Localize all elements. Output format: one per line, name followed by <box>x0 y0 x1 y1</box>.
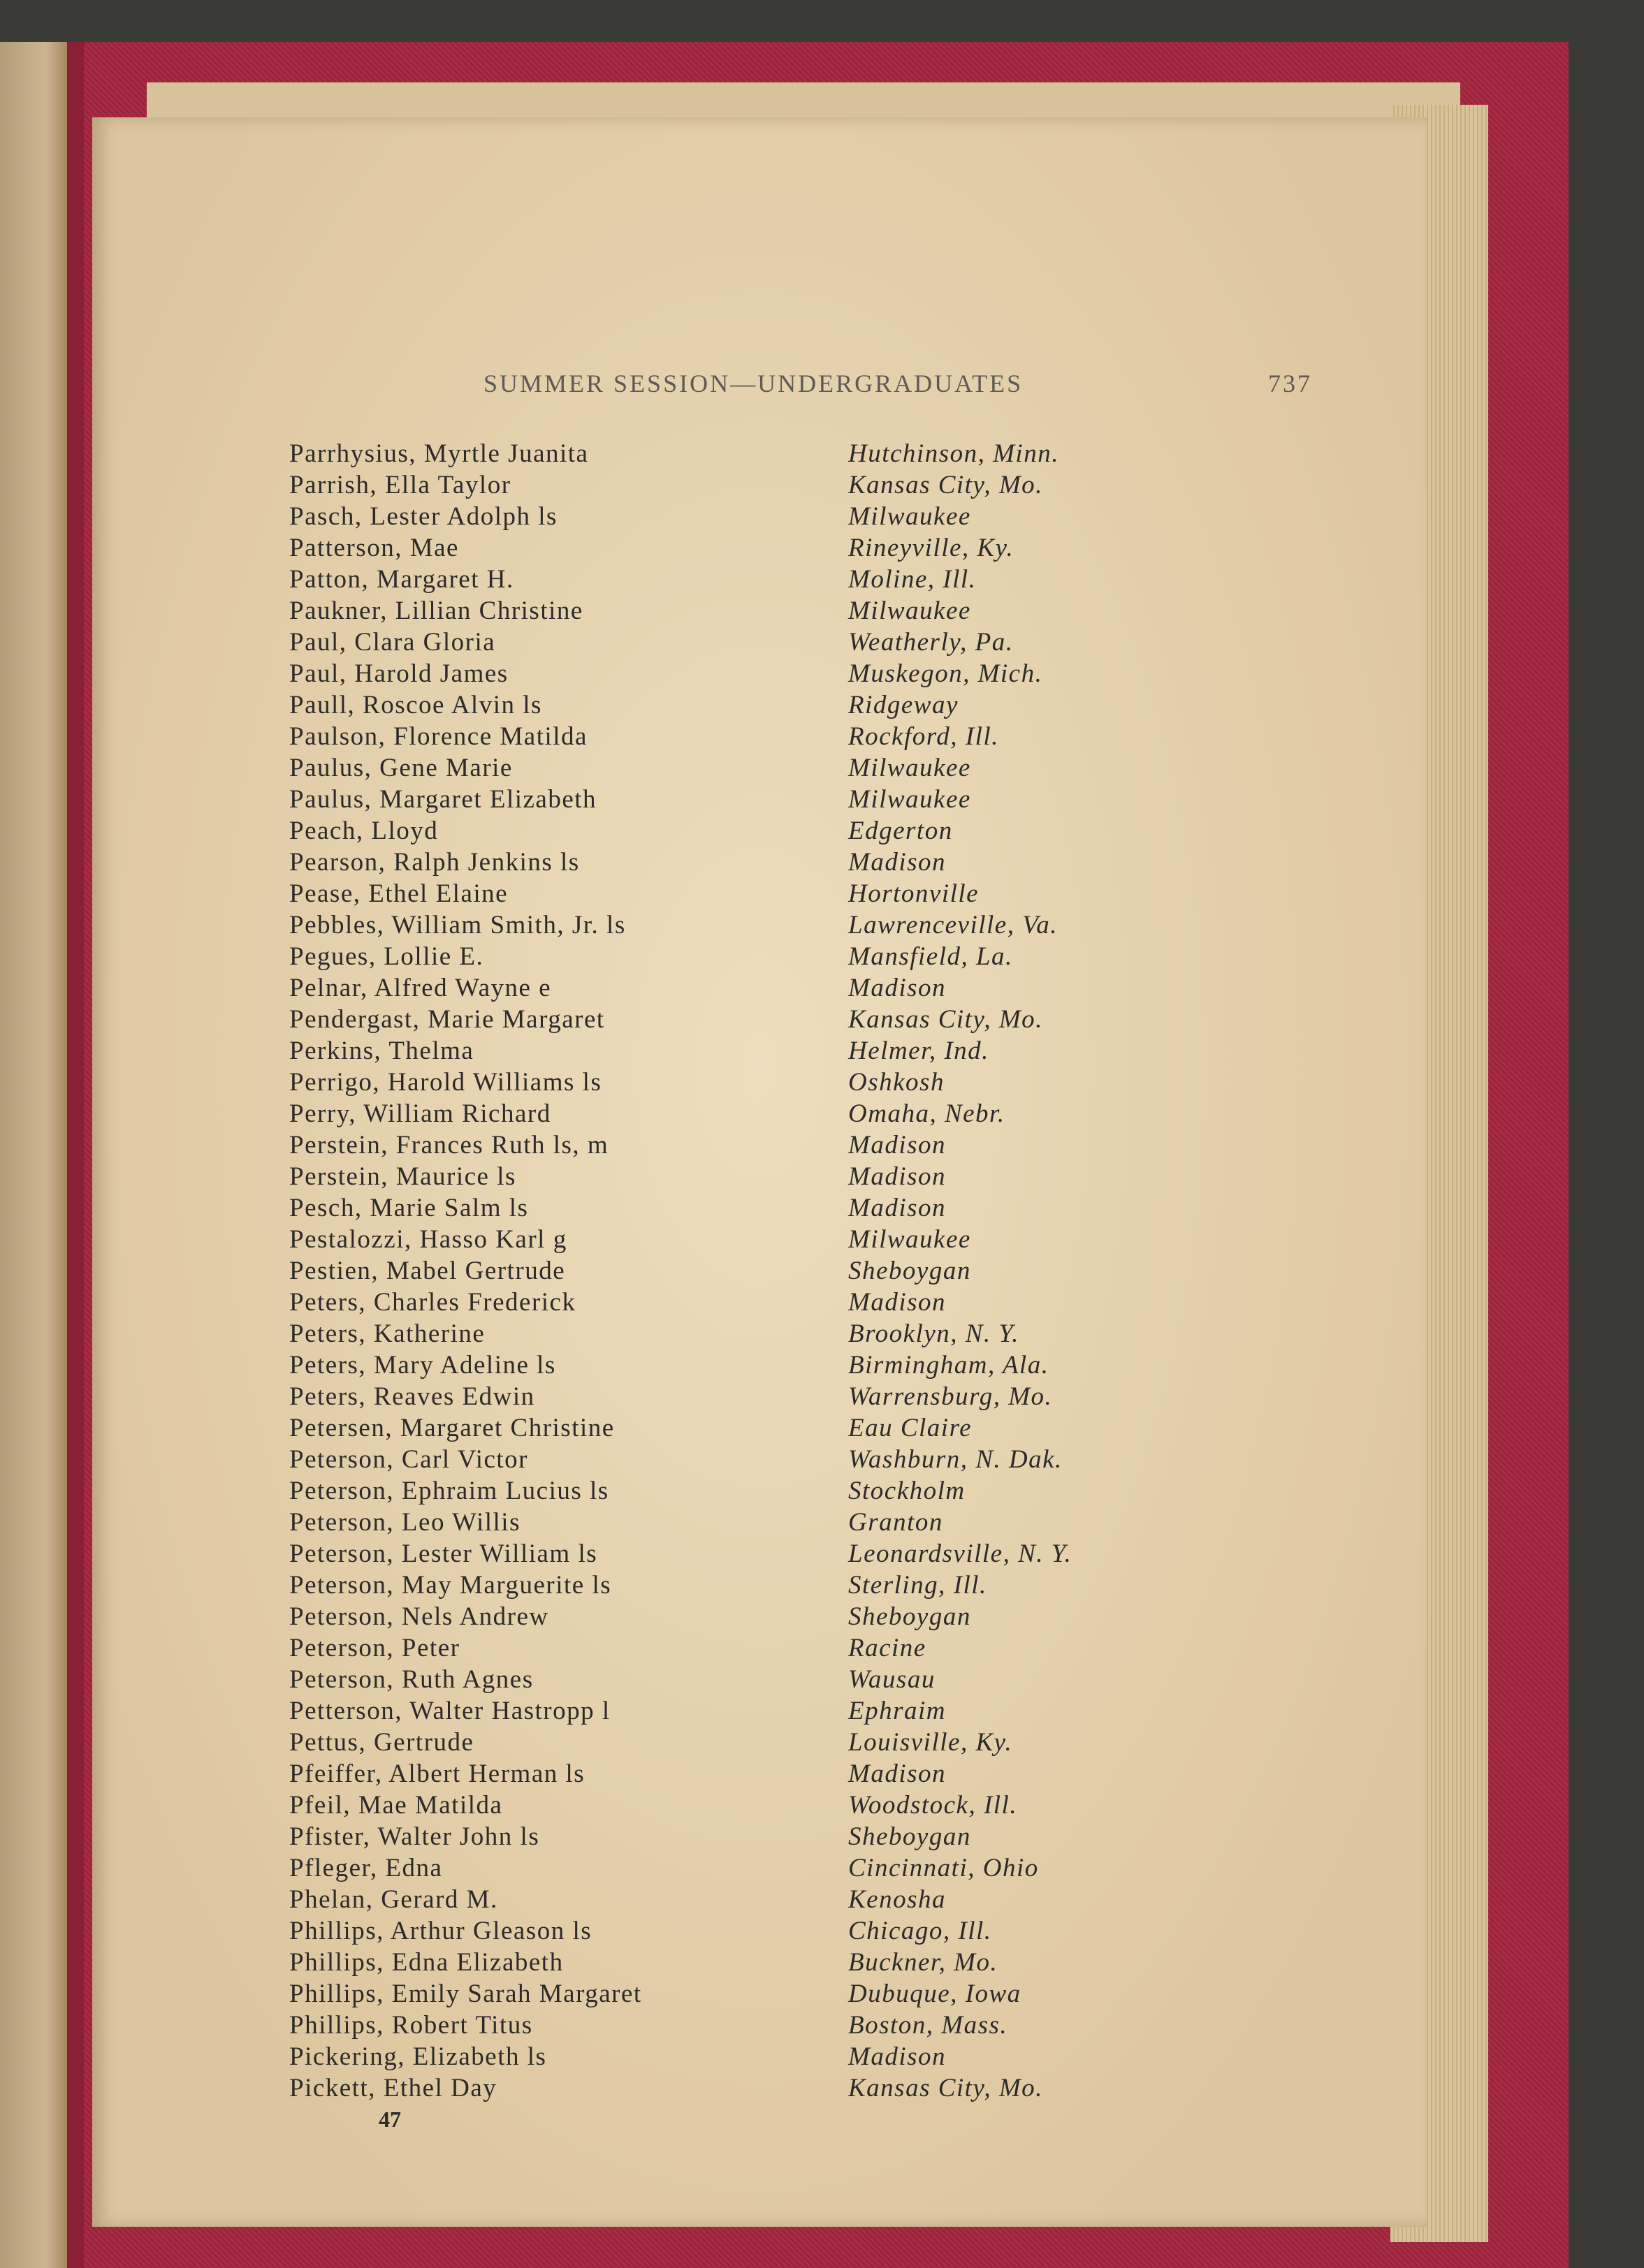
list-item <box>289 1570 1198 1602</box>
list-item <box>289 1193 1198 1224</box>
list-item <box>289 1256 1198 1287</box>
list-item <box>289 1696 1198 1727</box>
student-name: Parrhysius, Myrtle Juanita <box>289 439 589 468</box>
student-hometown: Sterling, Ill. <box>848 1571 987 1600</box>
student-hometown: Sheboygan <box>848 1602 971 1631</box>
student-name: Phelan, Gerard M. <box>289 1885 498 1914</box>
list-item <box>289 1350 1198 1382</box>
student-name: Pestalozzi, Hasso Karl g <box>289 1225 567 1254</box>
list-item <box>289 533 1198 564</box>
list-item <box>289 879 1198 910</box>
student-hometown: Buckner, Mo. <box>848 1948 998 1977</box>
student-name: Phillips, Edna Elizabeth <box>289 1948 564 1977</box>
list-item <box>289 439 1198 470</box>
student-name: Pelnar, Alfred Wayne e <box>289 974 552 1002</box>
student-hometown: Granton <box>848 1508 943 1537</box>
student-hometown: Madison <box>848 1162 946 1191</box>
list-item <box>289 847 1198 879</box>
list-item <box>289 1885 1198 1916</box>
student-hometown: Madison <box>848 1194 946 1222</box>
list-item <box>289 973 1198 1004</box>
student-hometown: Madison <box>848 1131 946 1159</box>
student-name: Pesch, Marie Salm ls <box>289 1194 529 1222</box>
list-item <box>289 1602 1198 1633</box>
student-hometown: Moline, Ill. <box>848 565 977 594</box>
student-hometown: Milwaukee <box>848 754 971 782</box>
list-item <box>289 1382 1198 1413</box>
student-hometown: Hutchinson, Minn. <box>848 439 1059 468</box>
list-item <box>289 1099 1198 1130</box>
student-hometown: Boston, Mass. <box>848 2011 1008 2040</box>
list-item <box>289 564 1198 596</box>
student-name: Pendergast, Marie Margaret <box>289 1005 605 1034</box>
student-name: Pettus, Gertrude <box>289 1728 474 1757</box>
student-hometown: Ridgeway <box>848 691 959 719</box>
list-item <box>289 596 1198 627</box>
list-item <box>289 2010 1198 2042</box>
student-name: Pickering, Elizabeth ls <box>289 2042 547 2071</box>
list-item <box>289 1036 1198 1067</box>
student-hometown: Kansas City, Mo. <box>848 2074 1043 2102</box>
student-name: Pfeil, Mae Matilda <box>289 1791 503 1820</box>
student-name: Phillips, Emily Sarah Margaret <box>289 1980 642 2008</box>
list-item <box>289 1507 1198 1539</box>
student-name: Patton, Margaret H. <box>289 565 514 594</box>
student-name: Petterson, Walter Hastropp l <box>289 1697 611 1725</box>
list-item <box>289 1319 1198 1350</box>
student-hometown: Louisville, Ky. <box>848 1728 1013 1757</box>
list-item <box>289 1665 1198 1696</box>
running-title: SUMMER SESSION—UNDERGRADUATES <box>483 370 1024 397</box>
student-hometown: Brooklyn, N. Y. <box>848 1319 1019 1348</box>
list-item <box>289 942 1198 973</box>
list-item <box>289 1633 1198 1665</box>
student-hometown: Rockford, Ill. <box>848 722 999 751</box>
student-hometown: Ephraim <box>848 1697 946 1725</box>
student-hometown: Wausau <box>848 1665 936 1694</box>
student-name: Pfleger, Edna <box>289 1854 443 1882</box>
student-name: Pfister, Walter John ls <box>289 1822 540 1851</box>
student-name: Perstein, Frances Ruth ls, m <box>289 1131 609 1159</box>
student-hometown: Dubuque, Iowa <box>848 1980 1021 2008</box>
student-name: Peterson, Peter <box>289 1634 460 1662</box>
list-item <box>289 690 1198 722</box>
list-item <box>289 1759 1198 1790</box>
student-name: Pegues, Lollie E. <box>289 942 484 971</box>
student-name: Paul, Harold James <box>289 659 509 688</box>
student-hometown: Helmer, Ind. <box>848 1037 989 1065</box>
list-item <box>289 2042 1198 2073</box>
student-hometown: Chicago, Ill. <box>848 1917 992 1945</box>
list-item <box>289 502 1198 533</box>
list-item <box>289 1224 1198 1256</box>
student-name: Peters, Mary Adeline ls <box>289 1351 556 1380</box>
list-item <box>289 1979 1198 2010</box>
list-item <box>289 816 1198 847</box>
student-name: Perrigo, Harold Williams ls <box>289 1068 602 1097</box>
student-hometown: Woodstock, Ill. <box>848 1791 1018 1820</box>
student-name: Pasch, Lester Adolph ls <box>289 502 558 531</box>
list-item <box>289 1130 1198 1162</box>
student-hometown: Edgerton <box>848 817 953 845</box>
student-hometown: Eau Claire <box>848 1414 973 1442</box>
student-hometown: Muskegon, Mich. <box>848 659 1043 688</box>
student-hometown: Kansas City, Mo. <box>848 471 1043 499</box>
list-item <box>289 1727 1198 1759</box>
student-hometown: Milwaukee <box>848 502 971 531</box>
book-page <box>92 117 1427 2227</box>
student-name: Peterson, Leo Willis <box>289 1508 521 1537</box>
student-name: Peters, Reaves Edwin <box>289 1382 535 1411</box>
student-name: Phillips, Robert Titus <box>289 2011 533 2040</box>
student-hometown: Madison <box>848 974 946 1002</box>
list-item <box>289 1476 1198 1507</box>
student-name: Peterson, Ruth Agnes <box>289 1665 534 1694</box>
student-hometown: Leonardsville, N. Y. <box>848 1539 1072 1568</box>
student-name: Pickett, Ethel Day <box>289 2074 497 2102</box>
list-item <box>289 1287 1198 1319</box>
student-hometown: Milwaukee <box>848 1225 971 1254</box>
student-hometown: Sheboygan <box>848 1822 971 1851</box>
student-hometown: Stockholm <box>848 1477 966 1505</box>
student-name: Peters, Katherine <box>289 1319 486 1348</box>
student-hometown: Lawrenceville, Va. <box>848 911 1058 939</box>
student-name: Peterson, Ephraim Lucius ls <box>289 1477 609 1505</box>
student-name: Patterson, Mae <box>289 534 459 562</box>
student-hometown: Madison <box>848 1288 946 1317</box>
list-item <box>289 784 1198 816</box>
student-name: Paukner, Lillian Christine <box>289 597 583 625</box>
student-name: Paulson, Florence Matilda <box>289 722 588 751</box>
student-hometown: Sheboygan <box>848 1257 971 1285</box>
student-hometown: Omaha, Nebr. <box>848 1099 1005 1128</box>
student-name: Peterson, Lester William ls <box>289 1539 598 1568</box>
student-hometown: Madison <box>848 1759 946 1788</box>
student-name: Petersen, Margaret Christine <box>289 1414 615 1442</box>
list-item <box>289 1790 1198 1822</box>
list-item <box>289 470 1198 502</box>
student-hometown: Kenosha <box>848 1885 946 1914</box>
student-name: Paul, Clara Gloria <box>289 628 496 657</box>
list-item <box>289 753 1198 784</box>
student-hometown: Warrensburg, Mo. <box>848 1382 1053 1411</box>
student-hometown: Madison <box>848 848 946 877</box>
student-name: Pestien, Mabel Gertrude <box>289 1257 566 1285</box>
student-name: Parrish, Ella Taylor <box>289 471 511 499</box>
student-name: Pfeiffer, Albert Herman ls <box>289 1759 585 1788</box>
student-hometown: Milwaukee <box>848 785 971 814</box>
list-item <box>289 722 1198 753</box>
list-item <box>289 1162 1198 1193</box>
list-item <box>289 1067 1198 1099</box>
student-hometown: Cincinnati, Ohio <box>848 1854 1039 1882</box>
student-hometown: Oshkosh <box>848 1068 945 1097</box>
student-name: Peterson, Nels Andrew <box>289 1602 549 1631</box>
student-name: Peach, Lloyd <box>289 817 439 845</box>
list-item <box>289 1413 1198 1444</box>
list-item <box>289 1004 1198 1036</box>
student-name: Paulus, Margaret Elizabeth <box>289 785 597 814</box>
list-item <box>289 1822 1198 1853</box>
list-item <box>289 1444 1198 1476</box>
signature-mark: 47 <box>379 2107 401 2132</box>
student-name: Paull, Roscoe Alvin ls <box>289 691 542 719</box>
list-item <box>289 910 1198 942</box>
student-hometown: Mansfield, La. <box>848 942 1013 971</box>
list-item <box>289 1539 1198 1570</box>
list-item <box>289 1853 1198 1885</box>
student-name: Peters, Charles Frederick <box>289 1288 576 1317</box>
student-name: Peterson, May Marguerite ls <box>289 1571 612 1600</box>
student-name: Perstein, Maurice ls <box>289 1162 516 1191</box>
student-hometown: Rineyville, Ky. <box>848 534 1014 562</box>
list-item <box>289 659 1198 690</box>
student-hometown: Washburn, N. Dak. <box>848 1445 1063 1474</box>
list-item <box>289 1947 1198 1979</box>
list-item <box>289 2073 1198 2105</box>
student-name: Perry, William Richard <box>289 1099 551 1128</box>
student-list <box>289 439 1198 2105</box>
student-name: Paulus, Gene Marie <box>289 754 513 782</box>
student-name: Pearson, Ralph Jenkins ls <box>289 848 580 877</box>
student-name: Phillips, Arthur Gleason ls <box>289 1917 592 1945</box>
student-name: Perkins, Thelma <box>289 1037 474 1065</box>
student-name: Pease, Ethel Elaine <box>289 879 509 908</box>
page-number: 737 <box>1268 370 1312 397</box>
student-hometown: Madison <box>848 2042 946 2071</box>
list-item <box>289 627 1198 659</box>
student-hometown: Milwaukee <box>848 597 971 625</box>
student-hometown: Racine <box>848 1634 926 1662</box>
student-hometown: Weatherly, Pa. <box>848 628 1014 657</box>
student-hometown: Kansas City, Mo. <box>848 1005 1043 1034</box>
student-hometown: Hortonville <box>848 879 980 908</box>
student-name: Peterson, Carl Victor <box>289 1445 529 1474</box>
list-item <box>289 1916 1198 1947</box>
student-hometown: Birmingham, Ala. <box>848 1351 1049 1380</box>
student-name: Pebbles, William Smith, Jr. ls <box>289 911 626 939</box>
